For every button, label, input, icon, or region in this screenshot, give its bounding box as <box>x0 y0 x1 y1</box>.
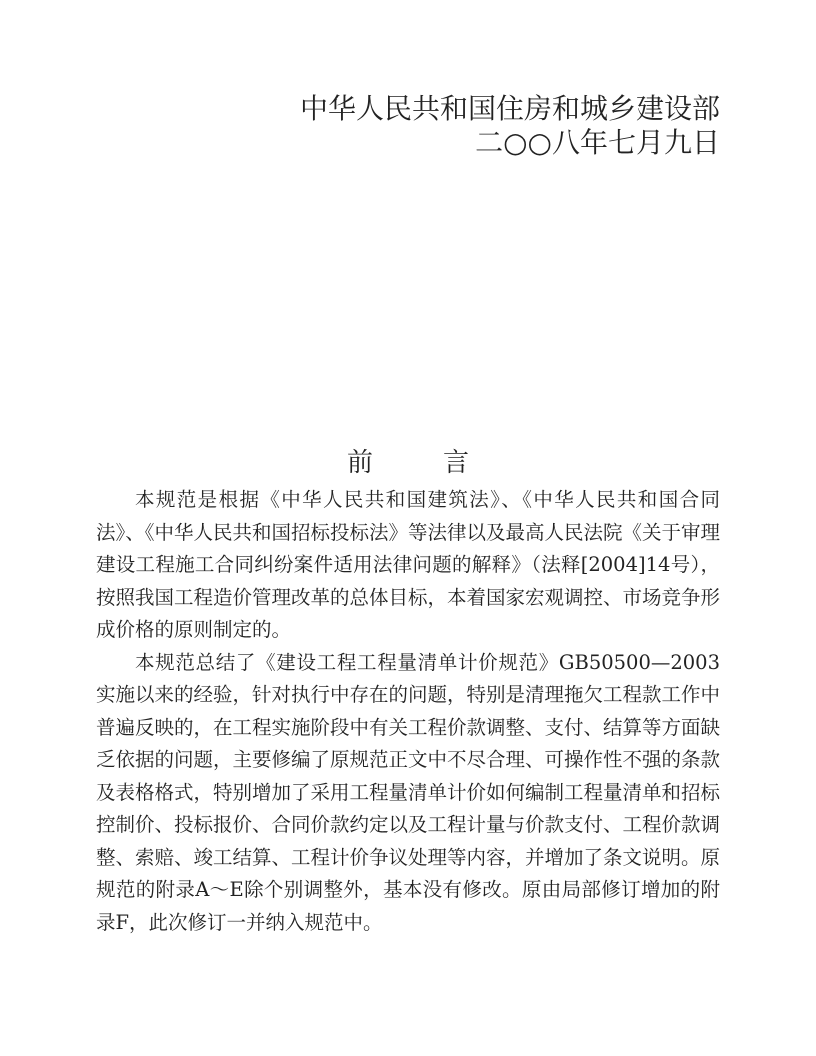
issuing-organization: 中华人民共和国住房和城乡建设部 <box>299 92 720 125</box>
issuer-signature-block <box>300 92 720 160</box>
preface-paragraph-1: 本规范是根据《中华人民共和国建筑法》、《中华人民共和国合同法》、《中华人民共和国招标投标法》等法律以及最高人民法院《关于审理建设工程施工合同纠纷案件适用法律问题的解释》（法释[2004]14号），按照我国工程造价管理改革的总体目标，本着国家宏观调控、市场竞争形成价格的原则制定的。 <box>96 488 721 641</box>
preface-heading-char-2: 言 <box>443 448 470 478</box>
preface-heading <box>0 446 816 480</box>
issue-date: 二○○八年七月九日 <box>475 126 720 159</box>
preface-heading-char-1: 前 <box>346 448 373 478</box>
preface-body <box>96 484 720 939</box>
preface-paragraph-2: 本规范总结了《建设工程工程量清单计价规范》GB50500—2003实施以来的经验，针对执行中存在的问题，特别是清理拖欠工程款工作中普遍反映的，在工程实施阶段中有关工程价款调整、支付、结算等方面缺乏依据的问题，主要修编了原规范正文中不尽合理、可操作性不强的条款及表格格式，特别增加了采用工程量清单计价如何编制工程量清单和招标控制价、投标报价、合同价款约定以及工程计量与价款支付、工程价款调整、索赔、竣工结算、工程计价争议处理等内容，并增加了条文说明。原规范的附录A～E除个别调整外，基本没有修改。原由局部修订增加的附录F，此次修订一并纳入规范中。 <box>96 650 721 934</box>
